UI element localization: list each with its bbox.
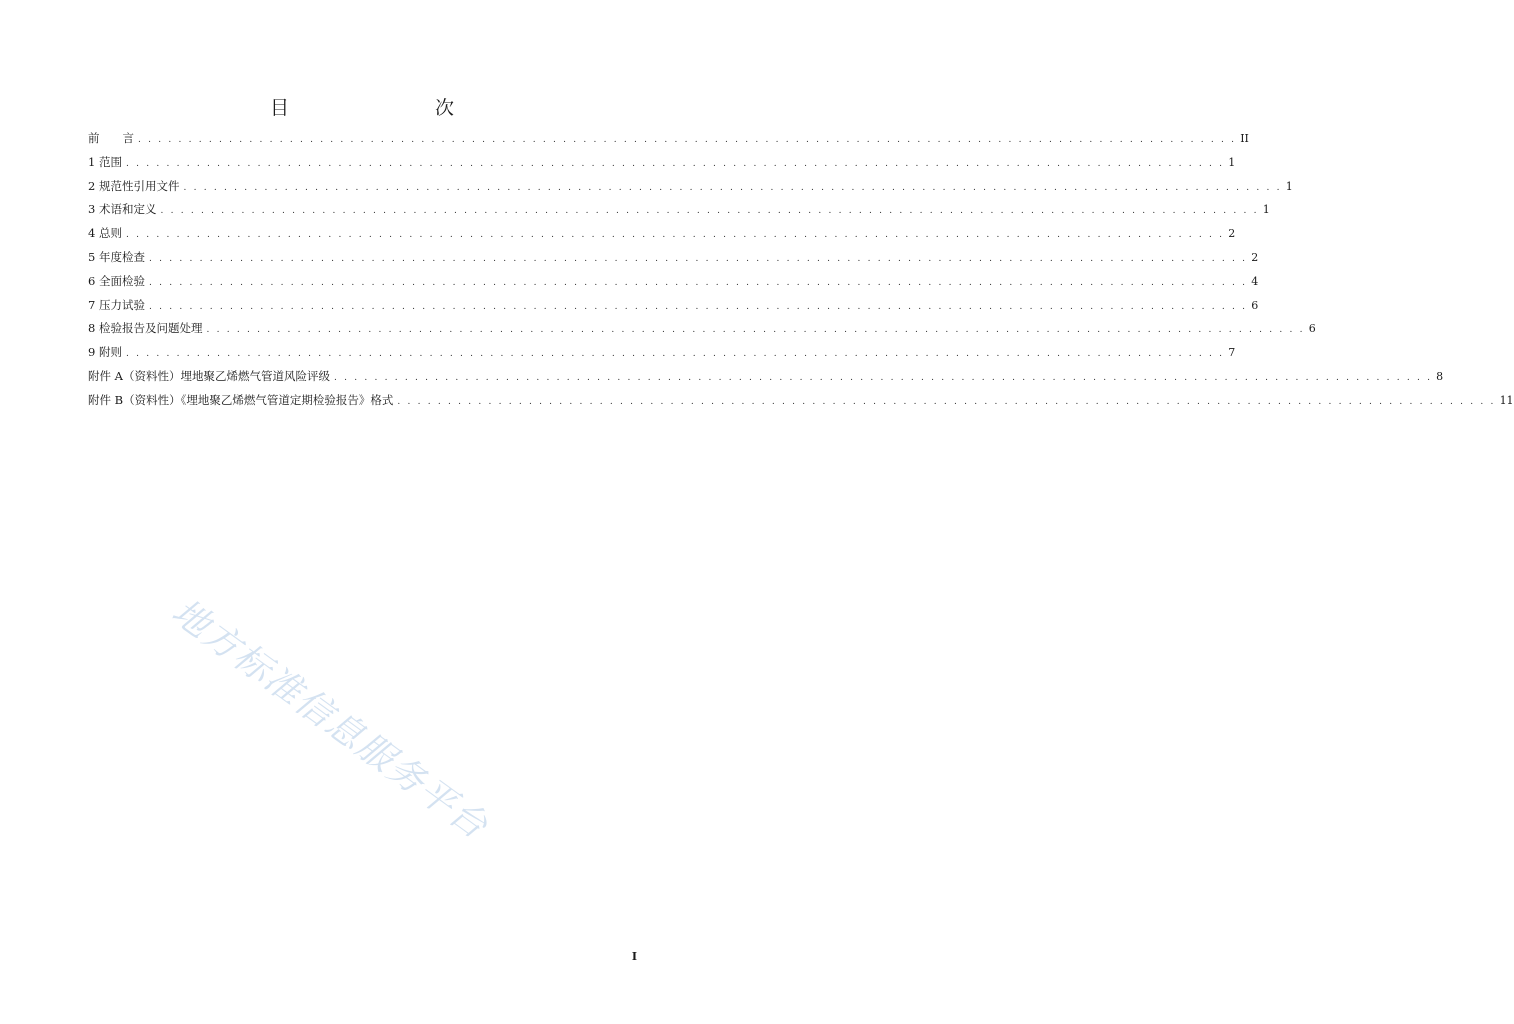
toc-dot-leader: . . . . . . . . . . . . . . . . . . . . . . . . . . . . . . . . . . . . . . . . . . . . . . . . . . . . . . . . . . . . . . . . . . . . . . . . . . . . . . . . . . . . . . . . . . . . . . . . . . . . . . . . . . . . . [397,396,1496,407]
toc-entry-label: 9 附则 [88,345,122,360]
toc-entry-page: 11 [1499,393,1514,407]
toc-entry-page: 2 [1251,250,1259,264]
toc-entry [88,249,1259,273]
toc-dot-leader: . . . . . . . . . . . . . . . . . . . . . . . . . . . . . . . . . . . . . . . . . . . . . . . . . . . . . . . . . . . . . . . . . . . . . . . . . . . . . . . . . . . . . . . . . . . . . . . . . . . . . . . . . . . . . [160,206,1259,217]
toc-dot-leader: . . . . . . . . . . . . . . . . . . . . . . . . . . . . . . . . . . . . . . . . . . . . . . . . . . . . . . . . . . . . . . . . . . . . . . . . . . . . . . . . . . . . . . . . . . . . . . . . . . . . . . . . . . . . . [333,372,1433,383]
toc-entry-page: 6 [1251,298,1259,312]
toc-dot-leader: . . . . . . . . . . . . . . . . . . . . . . . . . . . . . . . . . . . . . . . . . . . . . . . . . . . . . . . . . . . . . . . . . . . . . . . . . . . . . . . . . . . . . . . . . . . . . . . . . . . . . . . . . . . . . [148,301,1248,312]
toc-entry [88,273,1259,297]
toc-entry-page: 7 [1228,346,1236,360]
toc-entry-page: 1 [1285,179,1293,193]
toc-entry [88,368,1444,392]
watermark-text: 地方标准信息服务平台 [164,591,496,848]
toc-dot-leader: . . . . . . . . . . . . . . . . . . . . . . . . . . . . . . . . . . . . . . . . . . . . . . . . . . . . . . . . . . . . . . . . . . . . . . . . . . . . . . . . . . . . . . . . . . . . . . . . . . . . . . . . . . . . . [138,135,1237,145]
toc-entry-label: 附件 B（资料性）《埋地聚乙烯燃气管道定期检验报告》格式 [88,392,394,407]
toc-dot-leader: . . . . . . . . . . . . . . . . . . . . . . . . . . . . . . . . . . . . . . . . . . . . . . . . . . . . . . . . . . . . . . . . . . . . . . . . . . . . . . . . . . . . . . . . . . . . . . . . . . . . . . . . . . . . . [183,182,1282,193]
toc-entry-label: 前 言 [88,131,134,145]
toc-entry [88,297,1259,321]
toc-dot-leader: . . . . . . . . . . . . . . . . . . . . . . . . . . . . . . . . . . . . . . . . . . . . . . . . . . . . . . . . . . . . . . . . . . . . . . . . . . . . . . . . . . . . . . . . . . . . . . . . . . . . . . . . . . . . . [148,277,1248,288]
toc-entry-label: 1 范围 [88,154,122,169]
toc-dot-leader: . . . . . . . . . . . . . . . . . . . . . . . . . . . . . . . . . . . . . . . . . . . . . . . . . . . . . . . . . . . . . . . . . . . . . . . . . . . . . . . . . . . . . . . . . . . . . . . . . . . . . . . . . . . . . [206,325,1305,336]
toc-entry-label: 2 规范性引用文件 [88,178,180,193]
toc-entry-page: 4 [1251,274,1259,288]
toc-entry [88,201,1270,225]
toc-entry-label: 5 年度检查 [88,249,145,264]
toc-entry [88,392,1514,416]
toc-dot-leader: . . . . . . . . . . . . . . . . . . . . . . . . . . . . . . . . . . . . . . . . . . . . . . . . . . . . . . . . . . . . . . . . . . . . . . . . . . . . . . . . . . . . . . . . . . . . . . . . . . . . . . . . . . . . . [148,253,1248,264]
toc-entry [88,344,1236,368]
toc-entry-page: 1 [1228,155,1236,169]
toc-entry [88,320,1316,344]
toc-dot-leader: . . . . . . . . . . . . . . . . . . . . . . . . . . . . . . . . . . . . . . . . . . . . . . . . . . . . . . . . . . . . . . . . . . . . . . . . . . . . . . . . . . . . . . . . . . . . . . . . . . . . . . . . . . . . . [125,349,1225,360]
toc-entry [88,130,1249,154]
toc-entry-label: 4 总则 [88,226,122,241]
toc-entry-page: 2 [1228,227,1236,241]
toc-entry-label: 8 检验报告及问题处理 [88,321,203,336]
toc-dot-leader: . . . . . . . . . . . . . . . . . . . . . . . . . . . . . . . . . . . . . . . . . . . . . . . . . . . . . . . . . . . . . . . . . . . . . . . . . . . . . . . . . . . . . . . . . . . . . . . . . . . . . . . . . . . . . [125,158,1225,169]
toc-entry-label: 附件 A（资料性）埋地聚乙烯燃气管道风险评级 [88,368,330,383]
toc-entry-label: 7 压力试验 [88,297,145,312]
toc-entry-label: 3 术语和定义 [88,202,157,217]
toc-entry [88,178,1293,202]
table-of-contents [88,130,1514,416]
page-title: 目 次 [269,97,490,119]
toc-entry-page: 1 [1262,203,1270,217]
toc-entry-page: 8 [1436,369,1444,383]
toc-entry-page: 6 [1308,322,1316,336]
toc-dot-leader: . . . . . . . . . . . . . . . . . . . . . . . . . . . . . . . . . . . . . . . . . . . . . . . . . . . . . . . . . . . . . . . . . . . . . . . . . . . . . . . . . . . . . . . . . . . . . . . . . . . . . . . . . . . . . [125,230,1225,241]
toc-entry-page: II [1240,132,1249,145]
toc-entry-label: 6 全面检验 [88,273,145,288]
toc-entry [88,225,1236,249]
toc-entry [88,154,1236,178]
page-number: I [631,950,637,963]
